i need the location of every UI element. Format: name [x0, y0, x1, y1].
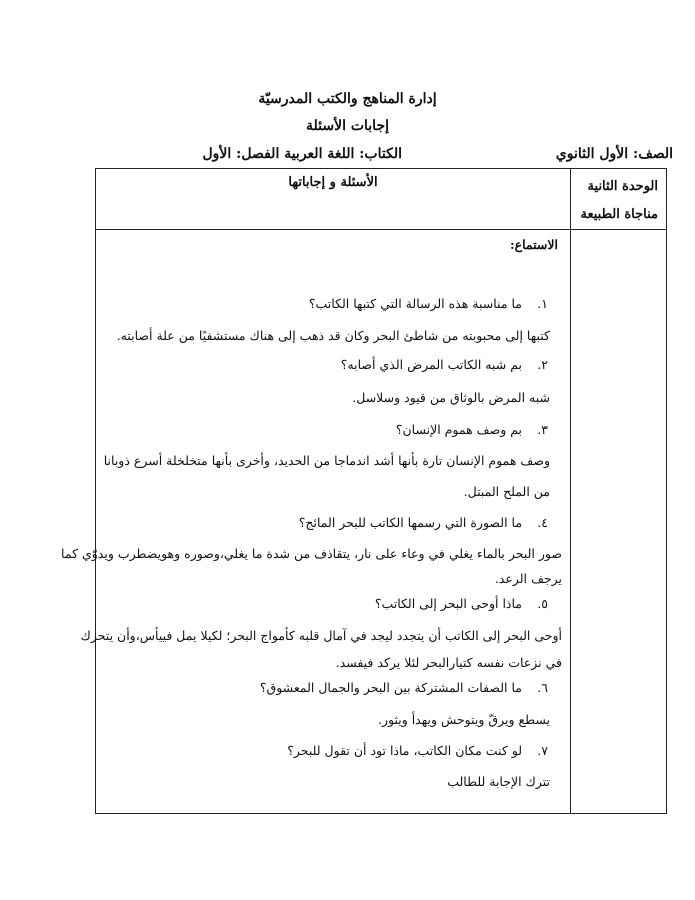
question-7 — [287, 743, 548, 758]
grade-label: الصف: الأول الثانوي — [555, 146, 673, 162]
question-4-text: ما الصورة التي رسمها الكاتب للبحر المائج؟ — [298, 515, 523, 530]
question-7-text: لو كنت مكان الكاتب، ماذا تود أن تقول للبحر؟ — [287, 743, 523, 758]
unit-title: الوحدة الثانية — [587, 179, 658, 194]
question-1-number: ١. — [537, 296, 548, 311]
answer-3-line-2: من الملح المبتل. — [463, 484, 550, 499]
question-1 — [309, 296, 548, 311]
answer-1: كتبها إلى محبوبته من شاطئ البحر وكان قد ذهب إلى هناك مستشفيًا من علة أصابته. — [116, 328, 550, 343]
book-label: الكتاب: اللغة العربية الفصل: الأول — [202, 146, 402, 162]
answer-5-line-2: في نزعات نفسه كتيارالبحر لئلا يركد فيفسد. — [335, 655, 562, 670]
question-2-number: ٢. — [537, 357, 548, 372]
qa-header: الأسئلة و إجاباتها — [288, 175, 378, 190]
answer-2: شبه المرض بالوثاق من قيود وسلاسل. — [352, 390, 550, 405]
table-body-row — [96, 230, 667, 814]
question-4-number: ٤. — [537, 515, 548, 530]
answer-4-line-2: يرجف الرعد. — [494, 571, 562, 586]
answer-5-line-1: أوحى البحر إلى الكاتب أن يتجدد ليجد في آمال قلبه كأمواج البحر؛ لكيلا يمل فييأس،وأن يتحرك — [80, 628, 562, 643]
questions-table — [61, 168, 667, 814]
question-5-text: ماذا أوحى البحر إلى الكاتب؟ — [374, 596, 523, 611]
answer-3-line-1: وصف هموم الإنسان تارة بأنها أشد اندماجا من الحديد، وأخرى بأنها متخلخلة أسرع ذوبانا — [103, 453, 550, 468]
department-title: إدارة المناهج والكتب المدرسيّة — [258, 91, 437, 107]
table-header-row — [96, 169, 667, 230]
question-6-number: ٦. — [537, 680, 548, 695]
question-5-number: ٥. — [537, 596, 548, 611]
question-2 — [341, 357, 548, 372]
unit-header-cell — [571, 169, 667, 230]
qa-header-cell — [96, 169, 571, 230]
question-5 — [375, 596, 548, 611]
question-7-number: ٧. — [537, 743, 548, 758]
question-3 — [396, 422, 548, 437]
question-2-text: بم شبه الكاتب المرض الذي أصابه؟ — [340, 357, 523, 372]
question-3-number: ٣. — [537, 422, 548, 437]
section-title: الاستماع: — [510, 237, 558, 252]
question-3-text: بم وصف هموم الإنسان؟ — [395, 422, 523, 437]
answer-7: تترك الإجابة للطالب — [447, 774, 550, 789]
question-6-text: ما الصفات المشتركة بين البحر والجمال المعشوق؟ — [259, 680, 523, 695]
unit-body-cell — [571, 230, 667, 814]
answer-4-line-1: صور البحر بالماء يغلي في وعاء على نار، يتقاذف من شدة ما يغلي،وصوره وهويضطرب ويدوّي كما — [61, 546, 562, 561]
unit-subtitle: مناجاة الطبيعة — [580, 207, 658, 222]
question-6 — [260, 680, 548, 695]
qa-body-cell — [61, 230, 571, 814]
answer-6: يسطع ويرقّ ويتوحش ويهدأ ويثور. — [377, 712, 550, 727]
question-4 — [299, 515, 548, 530]
document-title: إجابات الأسئلة — [306, 118, 389, 134]
question-1-text: ما مناسبة هذه الرسالة التي كتبها الكاتب؟ — [308, 296, 523, 311]
